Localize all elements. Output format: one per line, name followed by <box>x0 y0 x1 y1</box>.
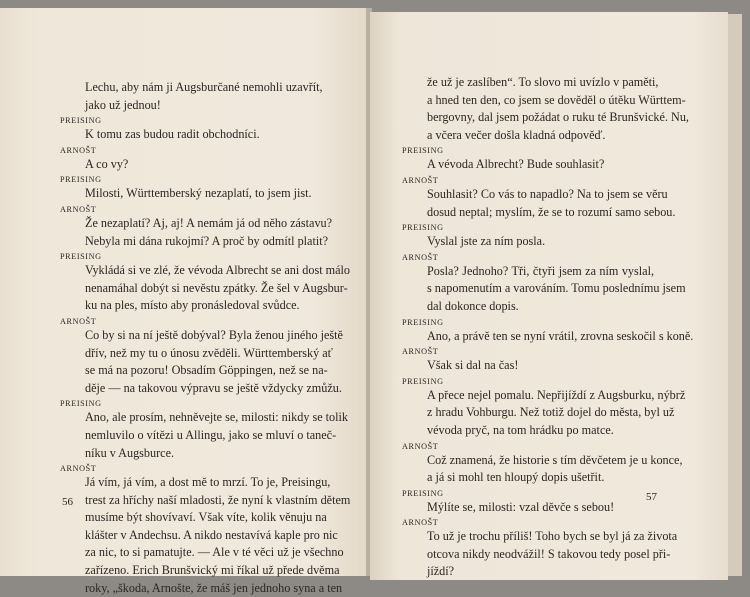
speech-block <box>60 79 323 114</box>
text-line: Lechu, aby nám ji Augsburčané nemohli uzavřít, <box>85 80 323 94</box>
speaker-label: ARNOŠT <box>60 464 97 474</box>
text-line: Nebyla mi dána rukojmí? A proč by odmítl platit? <box>85 233 329 248</box>
text-line: Vyslal jste za ním posla. <box>427 234 546 249</box>
text-line: Však si dal na čas! <box>427 358 519 373</box>
speech-block <box>402 452 683 487</box>
speech-block <box>402 233 654 251</box>
speaker-label: PREISING <box>402 223 444 233</box>
text-line: otcova nikdy neodvážil! S takovou tedy posel při- <box>427 546 671 561</box>
speaker-label: ARNOŠT <box>402 252 439 262</box>
text-line: níku v Augsburce. <box>85 445 175 460</box>
speech-block <box>60 327 343 397</box>
text-line: Já vím, já vím, a dost mě to mrzí. To je, Preisingu, <box>85 475 331 490</box>
speech-block <box>60 185 316 203</box>
text-line: A přece nejel pomalu. Nepřijíždí z Augsburku, nýbrž <box>427 387 686 402</box>
text-line: že už je zaslíben“. To slovo mi uvízlo v paměti, <box>427 75 659 89</box>
text-line: To už je trochu příliš! Toho bych se byl já za života <box>427 529 678 544</box>
page-number: 57 <box>646 491 657 503</box>
text-line: děje — na takovou výpravu se ještě vždycky zmůžu. <box>85 380 342 395</box>
text-line: a hned ten den, co jsem se dověděl o útěku Württem- <box>427 92 686 107</box>
text-line: Mýlíte se, milosti: vzal děvče s sebou! <box>427 499 615 514</box>
left-page-text <box>60 79 351 597</box>
speech-block <box>402 74 689 144</box>
speaker-label: ARNOŠT <box>402 441 439 451</box>
left-page <box>0 8 368 595</box>
text-line: Milosti, Württemberský nezaplatí, to jsem jist. <box>85 186 312 201</box>
text-line: za nic, to si pamatujte. — Ale v té věci už je všechno <box>85 545 344 560</box>
text-line: nemluvilo o vítězi u Allingu, jako se mluví o taneč- <box>85 427 337 442</box>
text-line: a já si mohl ten hloupý dopis ušetřit. <box>427 470 605 485</box>
text-line: Posla? Jednoho? Tři, čtyři jsem za ním vyslal, <box>427 263 654 278</box>
text-line: Co by si na ní ještě dobýval? Byla ženou jiného ještě <box>85 327 343 342</box>
text-line: s napomenutím a varováním. Tomu poslednímu jsem <box>427 281 686 296</box>
text-line: A co vy? <box>85 156 129 171</box>
speaker-label: PREISING <box>402 376 444 386</box>
speech-block <box>60 156 316 174</box>
text-line: z hradu Vohburgu. Než totiž dojel do města, byl už <box>427 405 675 420</box>
speech-block <box>402 528 678 581</box>
text-line: A vévoda Albrecht? Bude souhlasit? <box>427 157 605 172</box>
right-page-text <box>402 74 694 581</box>
speech-block <box>60 409 349 462</box>
text-line: Souhlasit? Co vás to napadlo? Na to jsem se věru <box>427 186 668 201</box>
text-line: jíždí? <box>427 564 455 579</box>
speaker-label: PREISING <box>60 252 102 262</box>
text-line: Vykládá si ve zlé, že vévoda Albrecht se ani dost málo <box>85 263 350 278</box>
text-line: dosud neptal; myslím, že se to rozumí samo sebou. <box>427 204 676 219</box>
speech-block <box>402 357 654 375</box>
text-line: bergovny, dal jsem požádat o ruku té Brunšvické. Nu, <box>427 110 689 125</box>
text-line: se má na pozoru! Obsadím Göppingen, než se na- <box>85 363 328 378</box>
page-number: 56 <box>62 496 73 508</box>
text-line: Že nezaplatí? Aj, aj! A nemám já od něho zástavu? <box>85 215 333 230</box>
right-page <box>370 12 728 580</box>
speaker-label: ARNOŠT <box>402 175 439 185</box>
text-line: a včera večer došla kladná odpověď. <box>427 127 606 142</box>
speech-block <box>60 474 351 597</box>
text-line: K tomu zas budou radit obchodníci. <box>85 127 260 142</box>
text-line: roky, „škoda, Arnošte, že máš jen jednoho syna a ten <box>85 580 343 595</box>
text-line: musíme být shovívaví. Však víte, kolik věnuju na <box>85 510 327 525</box>
speaker-label: PREISING <box>60 175 102 185</box>
text-line: nenamáhal dobýt si nevěstu zpátky. Že šel v Augsbur- <box>85 280 348 295</box>
speaker-label: PREISING <box>402 317 444 327</box>
speech-block <box>402 499 654 517</box>
speaker-label: ARNOŠT <box>60 145 97 155</box>
text-line: trest za hříchy naší mladosti, že nyní k vlastním dětem <box>85 492 351 507</box>
text-line: Ano, ale prosím, nehněvejte se, milosti: nikdy se tolik <box>85 410 349 425</box>
text-line: dřív, než my tu o únosu zvěděli. Württemberský ať <box>85 345 333 360</box>
speaker-label: PREISING <box>60 116 102 126</box>
text-line: dal dokonce dopis. <box>427 298 519 313</box>
speaker-label: PREISING <box>402 488 444 498</box>
page-edges <box>728 14 742 576</box>
speech-block <box>402 328 694 346</box>
speaker-label: ARNOŠT <box>402 347 439 357</box>
speaker-label: ARNOŠT <box>402 518 439 528</box>
speech-block <box>60 262 350 315</box>
speech-block <box>402 186 676 221</box>
speech-block <box>60 126 316 144</box>
text-line: Ano, a právě ten se nyní vrátil, zrovna seskočil s koně. <box>427 328 694 343</box>
speaker-label: PREISING <box>402 146 444 156</box>
speaker-label: ARNOŠT <box>60 316 97 326</box>
speaker-label: PREISING <box>60 399 102 409</box>
speech-block <box>402 156 654 174</box>
speaker-label: ARNOŠT <box>60 204 97 214</box>
text-line: ku na ples, místo aby pronásledoval svůdce. <box>85 298 300 313</box>
text-line: klášter v Andechsu. A nikdo nestavívá kaple pro nic <box>85 527 338 542</box>
text-line: jako už jednou! <box>85 97 161 112</box>
text-line: vévoda pryč, na tom hrádku po matce. <box>427 422 614 437</box>
speech-block <box>60 215 333 250</box>
text-line: zařízeno. Erich Brunšvický mi říkal už přede dvěma <box>85 563 340 578</box>
speech-block <box>402 387 686 440</box>
text-line: Což znamená, že historie s tím děvčetem je u konce, <box>427 452 683 467</box>
speech-block <box>402 263 686 316</box>
